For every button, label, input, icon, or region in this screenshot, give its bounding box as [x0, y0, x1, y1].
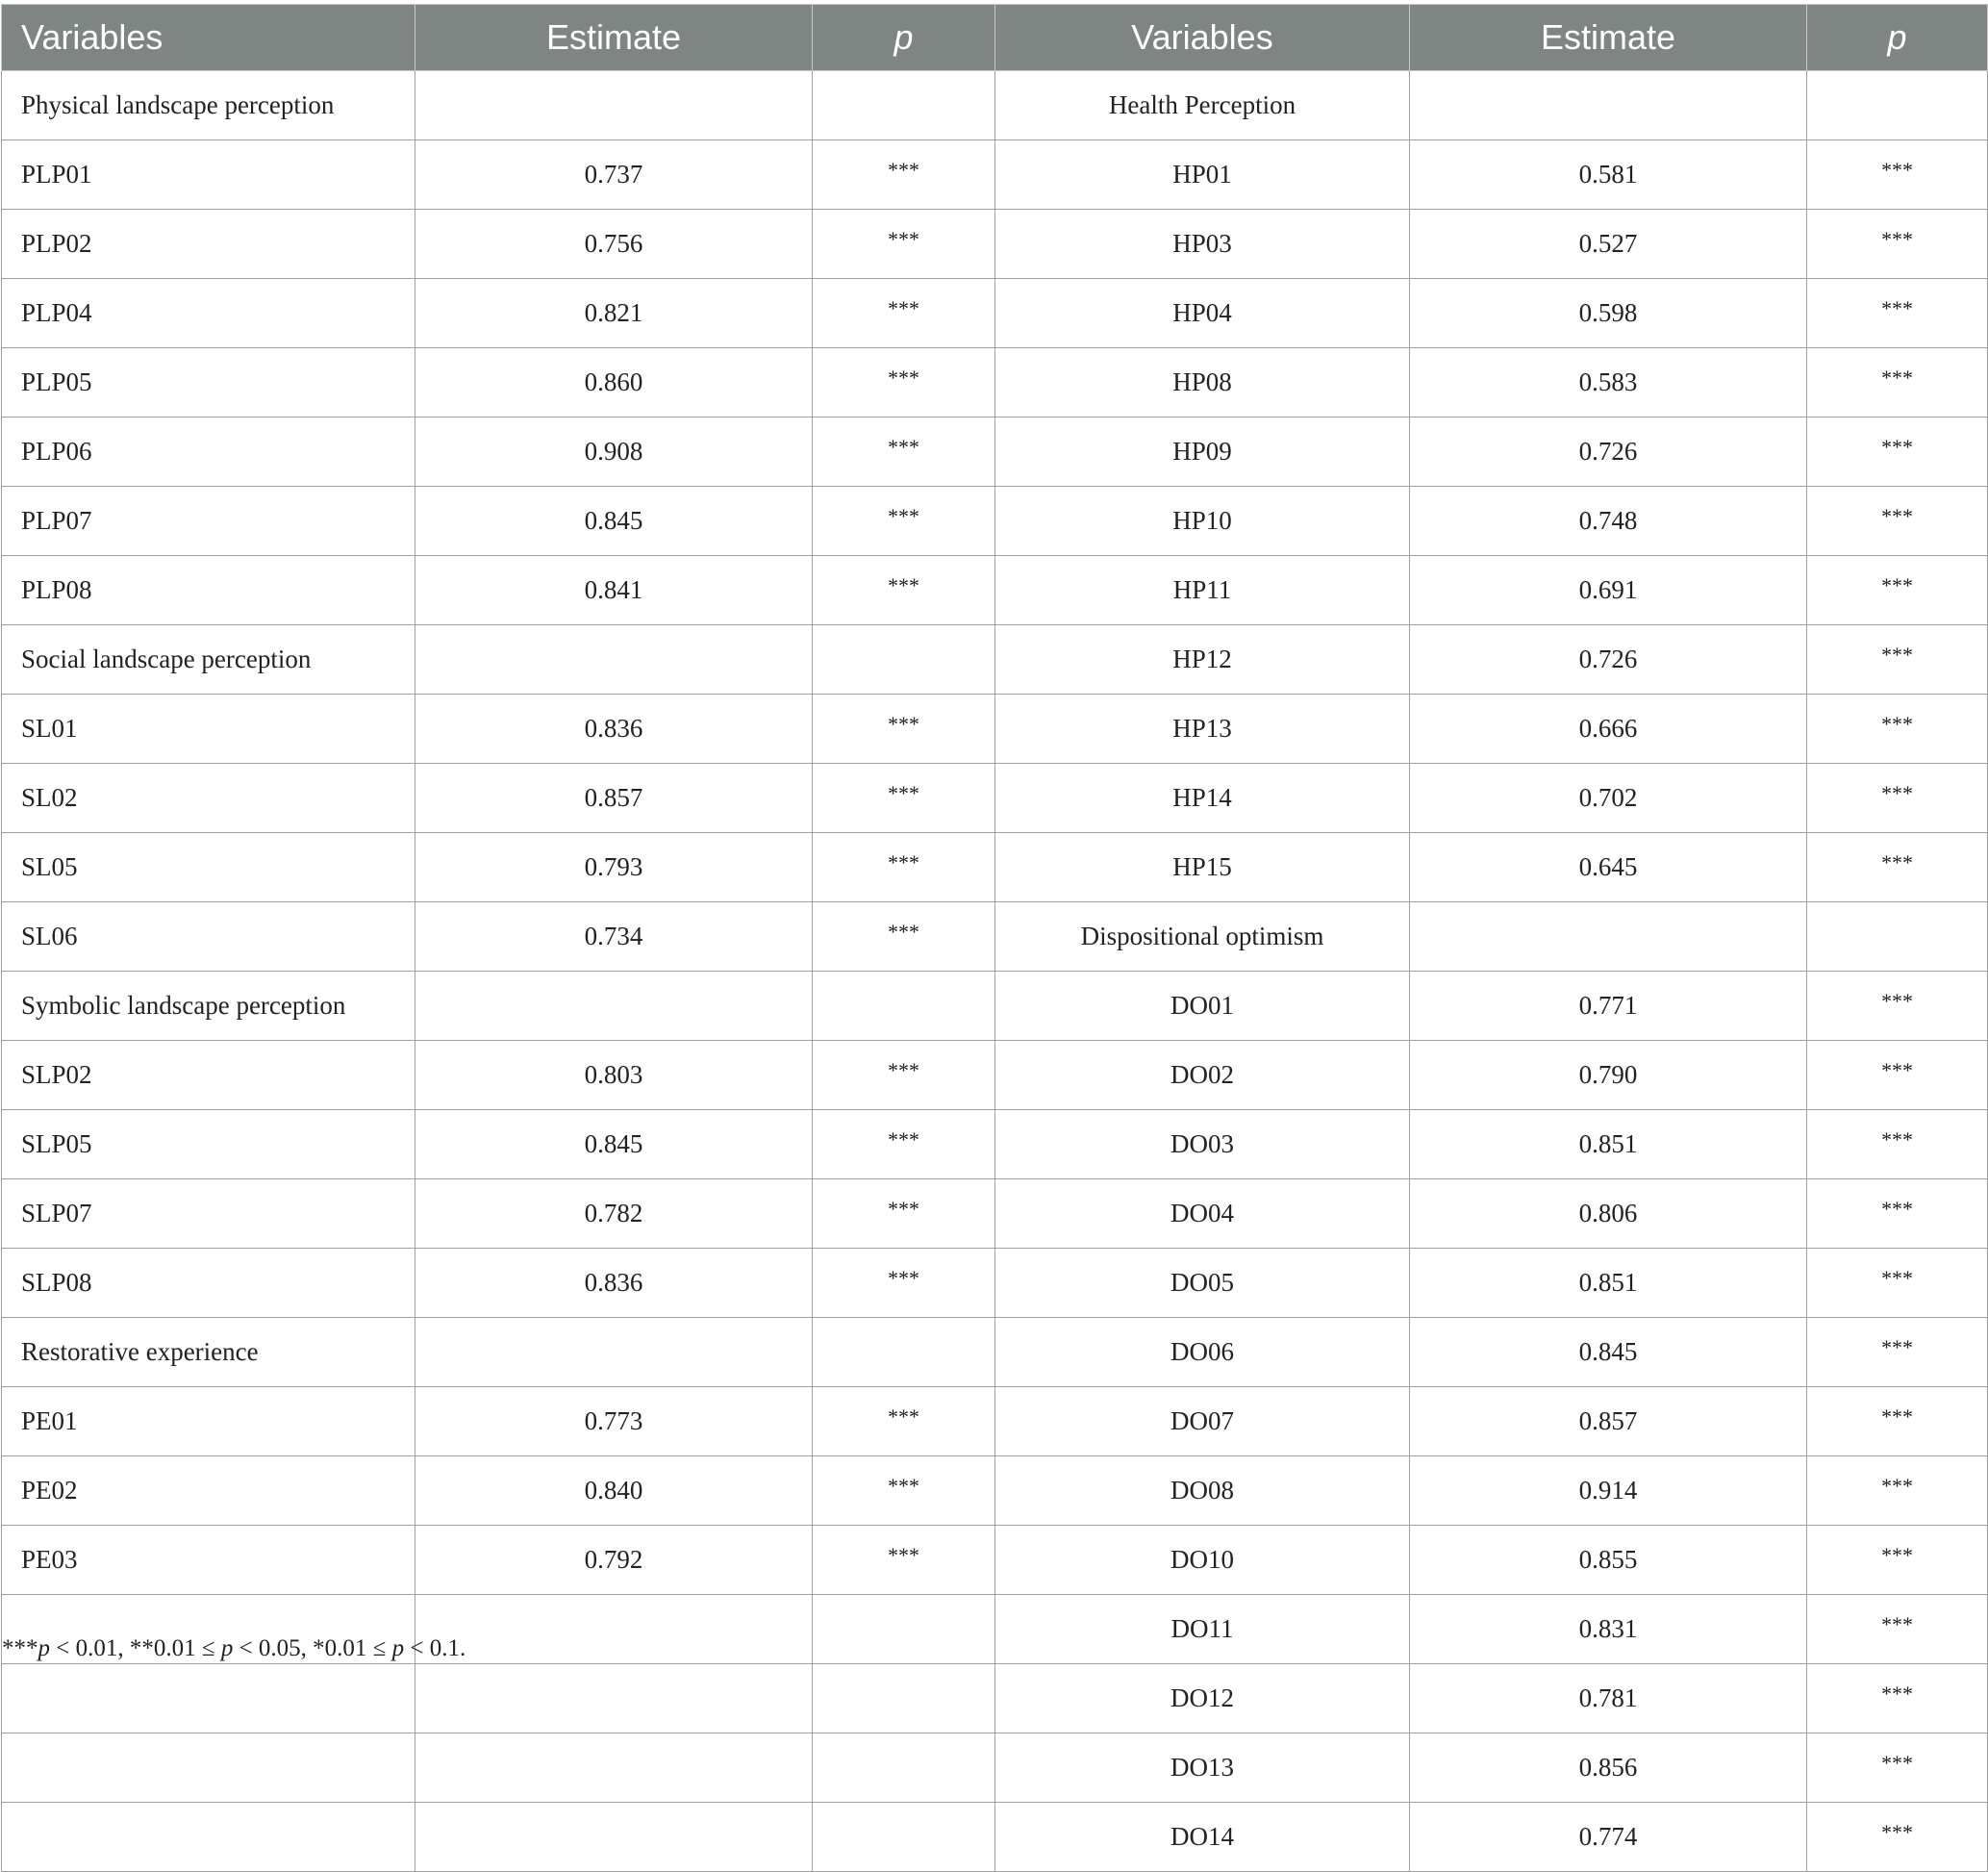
footnote-part3: < 0.05, *0.01 ≤	[233, 1635, 392, 1661]
cell-variable-left: SL06	[2, 902, 415, 972]
cell-variable-left	[2, 1733, 415, 1803]
cell-variable-right: DO01	[995, 972, 1410, 1041]
cell-p-left: ***	[813, 1249, 995, 1318]
cell-p-left: ***	[813, 833, 995, 902]
footnote-part1: ***	[2, 1635, 38, 1661]
cell-p-left: ***	[813, 764, 995, 833]
cell-estimate-right: 0.851	[1410, 1249, 1807, 1318]
cell-estimate-right: 0.748	[1410, 487, 1807, 556]
cell-variable-left: PE03	[2, 1526, 415, 1595]
cell-p-left: ***	[813, 902, 995, 972]
cell-variable-right: DO07	[995, 1387, 1410, 1456]
table-row	[2, 348, 1988, 417]
cell-estimate-left: 0.734	[415, 902, 813, 972]
footnote	[2, 1635, 466, 1662]
cell-variable-left: PE02	[2, 1456, 415, 1526]
table-body	[2, 71, 1988, 1872]
table-row	[2, 1456, 1988, 1526]
table-row	[2, 556, 1988, 625]
cell-estimate-left: 0.773	[415, 1387, 813, 1456]
table-row	[2, 833, 1988, 902]
table-row	[2, 1179, 1988, 1249]
cell-variable-right: Health Perception	[995, 71, 1410, 140]
cell-p-left	[813, 1733, 995, 1803]
cell-estimate-right: 0.726	[1410, 625, 1807, 695]
cell-variable-left: PLP07	[2, 487, 415, 556]
cell-estimate-right: 0.914	[1410, 1456, 1807, 1526]
cell-estimate-left: 0.821	[415, 279, 813, 348]
cell-estimate-left: 0.836	[415, 1249, 813, 1318]
cell-variable-left	[2, 1803, 415, 1872]
cell-variable-left: PLP01	[2, 140, 415, 210]
cell-p-right: ***	[1807, 140, 1988, 210]
cell-variable-left: SL05	[2, 833, 415, 902]
cell-estimate-left: 0.845	[415, 1110, 813, 1179]
cell-estimate-left: 0.908	[415, 417, 813, 487]
table-row	[2, 1664, 1988, 1733]
cell-p-right: ***	[1807, 1318, 1988, 1387]
cell-estimate-left	[415, 625, 813, 695]
cell-variable-left: PLP06	[2, 417, 415, 487]
table-row	[2, 1249, 1988, 1318]
cell-p-right: ***	[1807, 1803, 1988, 1872]
cell-estimate-left: 0.860	[415, 348, 813, 417]
table-row	[2, 764, 1988, 833]
cell-estimate-right: 0.857	[1410, 1387, 1807, 1456]
cell-estimate-right: 0.527	[1410, 210, 1807, 279]
cell-p-right: ***	[1807, 764, 1988, 833]
cell-p-right	[1807, 902, 1988, 972]
cell-estimate-left: 0.845	[415, 487, 813, 556]
cell-variable-right: DO12	[995, 1664, 1410, 1733]
cell-estimate-right: 0.831	[1410, 1595, 1807, 1664]
cell-variable-right: HP03	[995, 210, 1410, 279]
cell-p-left	[813, 1318, 995, 1387]
header-estimate-right: Estimate	[1410, 5, 1807, 71]
cell-variable-left: Restorative experience	[2, 1318, 415, 1387]
cell-estimate-left	[415, 1318, 813, 1387]
cell-estimate-left: 0.756	[415, 210, 813, 279]
cell-p-right: ***	[1807, 417, 1988, 487]
cell-estimate-right: 0.806	[1410, 1179, 1807, 1249]
cell-estimate-right: 0.583	[1410, 348, 1807, 417]
cell-p-left	[813, 1664, 995, 1733]
table-row	[2, 1526, 1988, 1595]
cell-p-left	[813, 625, 995, 695]
cell-variable-left	[2, 1664, 415, 1733]
footnote-p1: p	[38, 1635, 50, 1661]
cell-variable-right: DO11	[995, 1595, 1410, 1664]
table-row	[2, 487, 1988, 556]
cell-variable-right: DO10	[995, 1526, 1410, 1595]
cell-variable-right: HP15	[995, 833, 1410, 902]
cell-estimate-right: 0.781	[1410, 1664, 1807, 1733]
cell-estimate-right: 0.771	[1410, 972, 1807, 1041]
cell-p-left: ***	[813, 417, 995, 487]
cell-estimate-left: 0.793	[415, 833, 813, 902]
footnote-p3: p	[391, 1635, 405, 1661]
cell-p-right: ***	[1807, 1041, 1988, 1110]
cell-variable-right: DO06	[995, 1318, 1410, 1387]
table-row	[2, 972, 1988, 1041]
cell-p-left: ***	[813, 1110, 995, 1179]
cell-p-right: ***	[1807, 625, 1988, 695]
cell-estimate-left: 0.857	[415, 764, 813, 833]
cell-estimate-right: 0.702	[1410, 764, 1807, 833]
cell-p-right: ***	[1807, 1526, 1988, 1595]
table-row	[2, 140, 1988, 210]
cell-p-left	[813, 1595, 995, 1664]
cell-variable-right: HP01	[995, 140, 1410, 210]
cell-variable-right: HP08	[995, 348, 1410, 417]
cell-estimate-left: 0.836	[415, 695, 813, 764]
cell-estimate-left	[415, 1664, 813, 1733]
cell-estimate-left: 0.737	[415, 140, 813, 210]
cell-estimate-left: 0.782	[415, 1179, 813, 1249]
cell-variable-left: PLP02	[2, 210, 415, 279]
cell-p-left: ***	[813, 210, 995, 279]
cell-variable-left: SLP02	[2, 1041, 415, 1110]
cell-p-left	[813, 1803, 995, 1872]
table-row	[2, 210, 1988, 279]
cell-estimate-left	[415, 1803, 813, 1872]
cell-variable-left: PLP08	[2, 556, 415, 625]
cell-p-left: ***	[813, 1041, 995, 1110]
footnote-part2: < 0.01, **0.01 ≤	[50, 1635, 221, 1661]
cell-estimate-right: 0.666	[1410, 695, 1807, 764]
cell-variable-right: DO04	[995, 1179, 1410, 1249]
cell-estimate-left	[415, 1595, 813, 1664]
cell-p-right: ***	[1807, 279, 1988, 348]
cell-variable-right: DO08	[995, 1456, 1410, 1526]
cell-estimate-left: 0.803	[415, 1041, 813, 1110]
table-row	[2, 902, 1988, 972]
cell-p-left: ***	[813, 140, 995, 210]
cell-p-left: ***	[813, 1456, 995, 1526]
cell-estimate-right: 0.581	[1410, 140, 1807, 210]
cell-estimate-right: 0.851	[1410, 1110, 1807, 1179]
cell-variable-right: DO05	[995, 1249, 1410, 1318]
cell-estimate-right	[1410, 71, 1807, 140]
cell-variable-right: HP10	[995, 487, 1410, 556]
cell-estimate-left	[415, 972, 813, 1041]
cell-variable-right: HP04	[995, 279, 1410, 348]
cell-p-right: ***	[1807, 972, 1988, 1041]
cell-estimate-left	[415, 71, 813, 140]
cell-variable-left: SL01	[2, 695, 415, 764]
table-row	[2, 71, 1988, 140]
header-row	[2, 5, 1988, 71]
table-row	[2, 1110, 1988, 1179]
cell-estimate-right: 0.774	[1410, 1803, 1807, 1872]
cell-estimate-right: 0.691	[1410, 556, 1807, 625]
cell-estimate-right: 0.845	[1410, 1318, 1807, 1387]
table-row	[2, 625, 1988, 695]
cell-estimate-right: 0.790	[1410, 1041, 1807, 1110]
cell-p-right: ***	[1807, 1249, 1988, 1318]
table-row	[2, 695, 1988, 764]
cell-p-right: ***	[1807, 487, 1988, 556]
cell-variable-left: Physical landscape perception	[2, 71, 415, 140]
cell-variable-right: DO03	[995, 1110, 1410, 1179]
cell-estimate-left: 0.840	[415, 1456, 813, 1526]
cell-variable-right: HP13	[995, 695, 1410, 764]
table-row	[2, 417, 1988, 487]
estimates-table	[1, 4, 1988, 1872]
cell-p-left: ***	[813, 1526, 995, 1595]
cell-p-left: ***	[813, 1179, 995, 1249]
cell-variable-right: HP11	[995, 556, 1410, 625]
cell-estimate-right: 0.726	[1410, 417, 1807, 487]
cell-estimate-right: 0.598	[1410, 279, 1807, 348]
cell-p-right: ***	[1807, 1733, 1988, 1803]
cell-p-right: ***	[1807, 695, 1988, 764]
cell-variable-left: PE01	[2, 1387, 415, 1456]
cell-p-right: ***	[1807, 1179, 1988, 1249]
table-row	[2, 1733, 1988, 1803]
cell-estimate-right: 0.645	[1410, 833, 1807, 902]
cell-p-right: ***	[1807, 833, 1988, 902]
cell-p-left	[813, 972, 995, 1041]
cell-variable-right: DO13	[995, 1733, 1410, 1803]
table-row	[2, 1041, 1988, 1110]
header-p-left: p	[813, 5, 995, 71]
cell-p-right: ***	[1807, 1456, 1988, 1526]
cell-variable-left: Social landscape perception	[2, 625, 415, 695]
cell-p-right	[1807, 71, 1988, 140]
cell-p-right: ***	[1807, 1110, 1988, 1179]
cell-variable-right: DO02	[995, 1041, 1410, 1110]
cell-p-left	[813, 71, 995, 140]
footnote-p2: p	[220, 1635, 234, 1661]
cell-p-right: ***	[1807, 1387, 1988, 1456]
table-row	[2, 1387, 1988, 1456]
cell-variable-right: HP14	[995, 764, 1410, 833]
cell-variable-right: HP12	[995, 625, 1410, 695]
cell-variable-left: Symbolic landscape perception	[2, 972, 415, 1041]
cell-p-left: ***	[813, 279, 995, 348]
cell-estimate-left	[415, 1733, 813, 1803]
cell-variable-left: SLP05	[2, 1110, 415, 1179]
cell-variable-left: SLP08	[2, 1249, 415, 1318]
table-row	[2, 1318, 1988, 1387]
cell-p-left: ***	[813, 695, 995, 764]
cell-estimate-right: 0.856	[1410, 1733, 1807, 1803]
cell-variable-left: SL02	[2, 764, 415, 833]
cell-variable-left: PLP05	[2, 348, 415, 417]
cell-variable-right: DO14	[995, 1803, 1410, 1872]
cell-variable-left: SLP07	[2, 1179, 415, 1249]
footnote-part4: < 0.1.	[404, 1635, 466, 1661]
cell-estimate-left: 0.841	[415, 556, 813, 625]
cell-variable-right: HP09	[995, 417, 1410, 487]
cell-p-right: ***	[1807, 1664, 1988, 1733]
cell-estimate-right	[1410, 902, 1807, 972]
cell-estimate-left: 0.792	[415, 1526, 813, 1595]
table-row	[2, 1803, 1988, 1872]
header-variables-left: Variables	[2, 5, 415, 71]
cell-estimate-right: 0.855	[1410, 1526, 1807, 1595]
cell-p-right: ***	[1807, 210, 1988, 279]
table-row	[2, 279, 1988, 348]
cell-p-left: ***	[813, 1387, 995, 1456]
cell-p-left: ***	[813, 348, 995, 417]
cell-p-right: ***	[1807, 1595, 1988, 1664]
cell-p-right: ***	[1807, 556, 1988, 625]
header-estimate-left: Estimate	[415, 5, 813, 71]
cell-variable-left: PLP04	[2, 279, 415, 348]
header-variables-right: Variables	[995, 5, 1410, 71]
cell-p-left: ***	[813, 487, 995, 556]
cell-variable-right: Dispositional optimism	[995, 902, 1410, 972]
header-p-right: p	[1807, 5, 1988, 71]
cell-p-right: ***	[1807, 348, 1988, 417]
cell-p-left: ***	[813, 556, 995, 625]
